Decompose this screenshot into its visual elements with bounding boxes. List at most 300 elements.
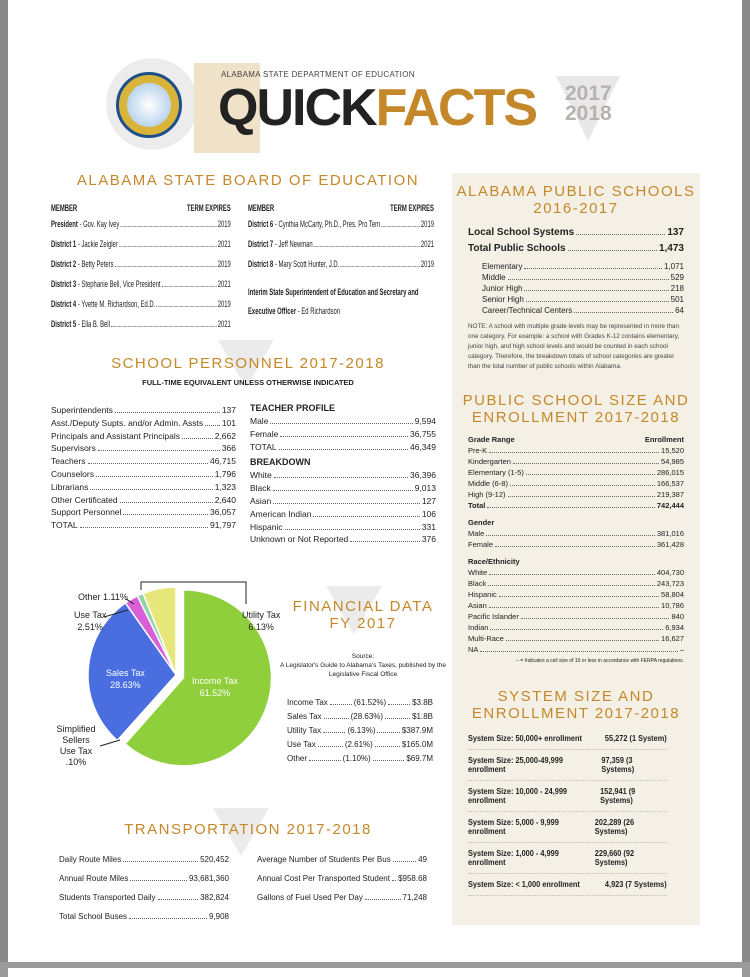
term-header: TERM EXPIRES: [186, 203, 231, 214]
item-value: 64: [675, 306, 684, 315]
enrollment-header: Enrollment: [644, 435, 684, 444]
list-item: [59, 850, 229, 869]
pie-label-utility: [242, 609, 280, 633]
member-header: MEMBER: [248, 203, 275, 214]
system-size-label: System Size: 50,000+ enrollment: [468, 734, 582, 743]
item-label: High (9-12): [468, 490, 506, 499]
dot-leader: [521, 611, 670, 619]
item-value: 127: [421, 495, 436, 506]
item-value: 49: [418, 855, 427, 864]
pie-label-income: [192, 675, 238, 699]
board-right-inner: [248, 203, 434, 321]
dot-leader: [506, 633, 659, 641]
item-label: White: [468, 568, 488, 577]
item-value: 15,520: [661, 446, 684, 455]
list-item: [468, 567, 684, 578]
item-label: Junior High: [482, 284, 523, 293]
list-item: [51, 494, 236, 507]
dot-leader: [98, 443, 220, 451]
item-percent: (6.13%): [347, 726, 376, 735]
breakdown-title: BREAKDOWN: [250, 457, 311, 468]
item-value: 16,627: [661, 634, 684, 643]
teacher-profile-list: [250, 415, 436, 453]
list-item: [482, 305, 684, 316]
list-item: [248, 215, 434, 235]
list-item: [468, 611, 684, 622]
member-role: District 2: [51, 259, 77, 270]
pie-label-other: [78, 592, 128, 602]
item-value: 361,428: [656, 540, 684, 549]
item-label: Middle: [482, 273, 506, 282]
board-left-list: [51, 215, 231, 335]
item-label: Other: [287, 754, 308, 763]
schools-sub-list: [452, 257, 700, 316]
dot-leader: [88, 456, 209, 464]
term-expires: 2019: [217, 299, 231, 310]
list-item: [51, 481, 236, 494]
gender-list: [468, 528, 684, 550]
list-item: [51, 404, 236, 417]
system-size-list: [452, 722, 684, 896]
member-name: - Stephanie Bell, Vice President: [76, 279, 161, 290]
member-name: - Yvette M. Richardson, Ed.D.: [76, 299, 156, 310]
member-name: - Jackie Zeigler: [76, 239, 118, 250]
system-size-row: [468, 728, 667, 750]
item-label: Annual Route Miles: [59, 874, 129, 883]
system-title-line2: ENROLLMENT 2017-2018: [471, 705, 681, 722]
slice-percent: 61.52%: [199, 688, 231, 698]
year-label: [565, 84, 612, 124]
system-size-label: System Size: 5,000 - 9,999 enrollment: [468, 818, 559, 836]
item-value: 10,786: [661, 601, 684, 610]
enrollment-table: [452, 426, 700, 664]
dot-leader: [388, 697, 410, 705]
dot-leader: [96, 469, 213, 477]
item-value: 404,730: [656, 568, 684, 577]
list-item: [482, 272, 684, 283]
member: [51, 255, 114, 275]
member-role: District 7: [248, 239, 274, 250]
dot-leader: [489, 567, 655, 575]
dot-leader: [393, 854, 416, 862]
item-label: Male: [250, 416, 269, 426]
personnel-title: SCHOOL PERSONNEL 2017-2018: [111, 355, 385, 372]
list-item: [468, 456, 684, 467]
list-item: [51, 519, 236, 532]
item-value: 93,681,360: [188, 874, 229, 883]
item-value: 46,715: [210, 456, 236, 467]
item-label: White: [250, 470, 272, 481]
term-expires: 2021: [420, 239, 434, 250]
item-value: 46,349: [410, 441, 436, 452]
list-item: [51, 295, 231, 315]
item-value: $3.8B: [412, 698, 434, 707]
schools-title: [452, 183, 700, 217]
item-label: Use Tax: [287, 740, 316, 749]
dot-leader: [365, 892, 401, 900]
slice-percent: 2.51%: [77, 622, 103, 632]
list-item: [250, 508, 436, 521]
dot-leader: [80, 520, 208, 528]
list-item: [468, 225, 684, 241]
dot-leader: [508, 272, 669, 280]
system-size-value: 55,272 (1 System): [604, 734, 667, 743]
item-label: Gallons of Fuel Used Per Day: [257, 893, 363, 902]
list-item: [248, 235, 434, 255]
board-title: ALABAMA STATE BOARD OF EDUCATION: [76, 172, 420, 189]
member-name: - Jeff Newman: [273, 239, 313, 250]
item-value: 381,016: [656, 529, 684, 538]
member-role: District 5: [51, 319, 77, 330]
item-label: Annual Cost Per Transported Student: [257, 874, 390, 883]
item-label: Asst./Deputy Supts. and/or Admin. Assts: [51, 417, 204, 428]
system-size-row: [468, 781, 667, 812]
dot-leader: [119, 239, 216, 247]
gender-title: Gender: [468, 518, 495, 527]
dot-leader: [120, 495, 213, 503]
dot-leader: [129, 911, 207, 919]
slice-percent: 28.63%: [110, 680, 141, 690]
enrollment-title-line1: PUBLIC SCHOOL SIZE AND: [462, 392, 690, 409]
list-item: [468, 644, 684, 655]
list-item: [59, 869, 229, 888]
term-expires: 2019: [217, 219, 231, 230]
member-role: District 8: [248, 259, 274, 270]
list-item: [468, 500, 684, 511]
item-label: Asian: [468, 601, 487, 610]
list-item: [257, 850, 427, 869]
quickfacts-title: [218, 80, 536, 136]
dot-leader: [90, 482, 212, 490]
list-item: [468, 589, 684, 600]
list-item: [482, 294, 684, 305]
list-item: [468, 578, 684, 589]
member: [51, 215, 119, 235]
item-value: 1,796: [214, 468, 236, 479]
enrollment-title: [452, 392, 700, 426]
item-value: 243,723: [656, 579, 684, 588]
term-header: TERM EXPIRES: [390, 203, 434, 214]
dot-leader: [568, 243, 657, 251]
member-role: District 1: [51, 239, 77, 250]
system-title-line1: SYSTEM SIZE AND: [497, 688, 655, 705]
item-value: 9,908: [208, 912, 229, 921]
list-item: [468, 600, 684, 611]
board-right-list: [248, 215, 434, 275]
member-name: - Mary Scott Hunter, J.D.: [273, 259, 340, 270]
slice-percent: 6.13%: [248, 622, 274, 632]
list-item: [51, 430, 236, 443]
list-item: [468, 241, 684, 257]
dot-leader: [576, 227, 665, 235]
dot-leader: [499, 589, 659, 597]
system-size-value: 97,359 (3 Systems): [601, 756, 635, 774]
list-item: [482, 261, 684, 272]
dot-leader: [323, 725, 345, 733]
member-name: - Betty Peters: [76, 259, 114, 270]
list-item: [250, 521, 436, 534]
item-value: 137: [221, 405, 236, 415]
item-label: Career/Technical Centers: [482, 306, 573, 315]
member-name: - Cynthia McCarty, Ph.D., Pres. Pro Tem: [273, 219, 381, 230]
list-item: [482, 283, 684, 294]
item-value: 2,640: [214, 494, 236, 505]
item-value: 218: [670, 284, 684, 293]
item-label: Senior High: [482, 295, 524, 304]
dot-leader: [487, 500, 655, 508]
member-name: - Gov. Kay Ivey: [77, 219, 120, 230]
transportation-left: [59, 850, 229, 926]
year-end: 2018: [565, 102, 612, 125]
board-right-header: [248, 203, 434, 215]
item-value: 840: [671, 612, 684, 621]
item-value: 286,015: [656, 468, 684, 477]
dot-leader: [314, 239, 420, 247]
item-label: TOTAL: [51, 520, 78, 531]
schools-main-list: [452, 217, 700, 257]
item-label: Multi-Race: [468, 634, 504, 643]
enrollment-title-line2: ENROLLMENT 2017-2018: [471, 409, 681, 426]
item-percent: (2.61%): [344, 740, 373, 749]
schools-title-line2: 2016-2017: [533, 200, 619, 217]
system-size-row: [468, 812, 667, 843]
item-value: 520,452: [200, 855, 229, 864]
item-label: Local School Systems: [468, 227, 575, 238]
item-value: $1.8B: [412, 712, 434, 721]
seal-center: [127, 83, 171, 127]
item-percent: (28.63%): [350, 712, 384, 721]
dot-leader: [182, 431, 213, 439]
slice-percent: 1.11%: [103, 592, 128, 602]
list-item: [257, 869, 427, 888]
grade-range-header: Grade Range: [468, 435, 515, 444]
list-item: [287, 738, 433, 752]
dot-leader: [510, 478, 655, 486]
public-schools-panel: [452, 173, 700, 925]
item-label: Counselors: [51, 468, 94, 479]
item-value: $69.7M: [406, 754, 433, 763]
department-name: ALABAMA STATE DEPARTMENT OF EDUCATION: [221, 70, 415, 79]
system-size-row: [468, 874, 667, 896]
item-value: 71,248: [402, 893, 427, 902]
member-name: - Ella B. Bell: [76, 319, 110, 330]
transportation-title: TRANSPORTATION 2017-2018: [124, 821, 372, 838]
item-value: 1,071: [663, 262, 684, 271]
item-value: 9,594: [414, 416, 436, 426]
item-label: Students Transported Daily: [59, 893, 156, 902]
item-label: Supervisors: [51, 443, 96, 454]
dot-leader: [273, 483, 413, 491]
dot-leader: [574, 305, 673, 313]
item-label: Superintendents: [51, 405, 113, 415]
member-role: District 4: [51, 299, 77, 310]
item-label: Hispanic: [250, 521, 283, 532]
superintendent-name: - Ed Richardson: [296, 306, 341, 317]
list-item: [248, 255, 434, 275]
list-item: [250, 533, 436, 546]
financial-title: [283, 598, 443, 632]
system-size-label: System Size: 1,000 - 4,999 enrollment: [468, 849, 559, 867]
item-label: Daily Route Miles: [59, 855, 122, 864]
race-title: Race/Ethnicity: [468, 557, 520, 566]
dot-leader: [309, 753, 341, 761]
item-value: 106: [421, 508, 436, 519]
term-expires: 2021: [217, 319, 231, 330]
item-label: Average Number of Students Per Bus: [257, 855, 391, 864]
item-value: 54,985: [661, 457, 684, 466]
schools-note: NOTE: A school with multiple grade levels may be represented in more than one category. For example: a school with Grades K-12 contains elementary, junior high, and high school levels and would be counted in each school category. Therefore, the breakdown totals of school categories are greater than the total number of public schools within Alabama.: [468, 323, 680, 370]
item-label: Librarians: [51, 481, 89, 492]
dot-leader: [123, 854, 198, 862]
item-label: Female: [250, 428, 279, 439]
list-item: [59, 888, 229, 907]
term-expires: 2021: [217, 279, 231, 290]
item-value: 366: [221, 443, 236, 454]
list-item: [468, 633, 684, 644]
item-label: Pre-K: [468, 446, 488, 455]
dot-leader: [111, 319, 216, 327]
dot-leader: [115, 259, 217, 267]
dot-leader: [392, 873, 396, 881]
financial-source: [278, 652, 448, 679]
member-role: District 3: [51, 279, 77, 290]
list-item: [51, 468, 236, 481]
year-start: 2017: [565, 82, 612, 105]
slice-name: Utility Tax: [242, 610, 281, 620]
grade-list: [468, 445, 684, 511]
item-value: $958.68: [398, 874, 427, 883]
dot-leader: [488, 578, 655, 586]
enrollment-header-row: [468, 434, 684, 445]
list-item: [51, 315, 231, 335]
dot-leader: [205, 418, 220, 426]
dot-leader: [524, 283, 668, 291]
dot-leader: [526, 294, 669, 302]
source-label: Source:: [351, 653, 375, 660]
list-item: [51, 215, 231, 235]
item-label: Unknown or Not Reported: [250, 534, 349, 545]
item-label: Indian: [468, 623, 489, 632]
race-list: [468, 567, 684, 655]
schools-title-line1: ALABAMA PUBLIC SCHOOLS: [456, 183, 696, 200]
list-item: [287, 752, 433, 766]
slice-name: Sales Tax: [106, 668, 145, 678]
term-expires: 2019: [420, 219, 434, 230]
item-value: 58,804: [661, 590, 684, 599]
list-item: [257, 888, 427, 907]
dot-leader: [123, 507, 208, 515]
ferpa-footnote: – = Indicates a cell size of 10 or less in accordance with FERPA regulations.: [516, 658, 684, 664]
list-item: [250, 428, 436, 441]
dot-leader: [489, 600, 659, 608]
superintendent-title: Interim State Superintendent of Education and Secretary and Executive Officer: [248, 287, 419, 317]
item-label: Other Certificated: [51, 494, 118, 505]
item-label: Asian: [250, 495, 272, 506]
dot-leader: [486, 528, 655, 536]
system-size-label: System Size: 10,000 - 24,999 enrollment: [468, 787, 568, 805]
system-size-value: 202,289 (26 Systems): [594, 818, 635, 836]
list-item: [51, 255, 231, 275]
item-value: 91,797: [210, 520, 236, 531]
list-item: [51, 506, 236, 519]
item-percent: (61.52%): [353, 698, 387, 707]
slice-name: Income Tax: [192, 676, 238, 686]
pie-label-simplified: [54, 724, 98, 768]
list-item: [468, 445, 684, 456]
superintendent: [248, 283, 434, 321]
dot-leader: [121, 219, 217, 227]
dot-leader: [274, 470, 408, 478]
item-label: Hispanic: [468, 590, 497, 599]
list-item: [468, 528, 684, 539]
item-label: Black: [468, 579, 487, 588]
dot-leader: [273, 496, 420, 504]
list-item: [51, 417, 236, 430]
item-value: 219,387: [656, 490, 684, 499]
state-seal-icon: [116, 72, 182, 138]
list-item: [287, 696, 433, 710]
dot-leader: [495, 539, 655, 547]
list-item: [51, 455, 236, 468]
quick-word: QUICK: [218, 79, 376, 137]
list-item: [468, 539, 684, 550]
system-title: [452, 688, 700, 722]
item-label: Pacific Islander: [468, 612, 519, 621]
facts-word: FACTS: [375, 79, 537, 137]
system-size-label: System Size: 25,000-49,999 enrollment: [468, 756, 563, 774]
system-size-value: 4,923 (7 Systems): [604, 880, 667, 889]
dot-leader: [526, 467, 655, 475]
item-label: Principals and Assistant Principals: [51, 430, 180, 441]
board-left-inner: [51, 203, 231, 335]
next-page-edge: [8, 968, 742, 977]
item-value: 1,323: [214, 481, 236, 492]
item-label: Sales Tax: [287, 712, 322, 721]
member: [248, 235, 313, 255]
pie-label-sales: [106, 667, 145, 691]
personnel-subtitle: FULL-TIME EQUIVALENT UNLESS OTHERWISE INDICATED: [142, 378, 354, 387]
list-item: [51, 442, 236, 455]
item-value: 6,934: [665, 623, 684, 632]
financial-list: [287, 696, 433, 766]
dot-leader: [341, 259, 420, 267]
slice-name: Use Tax: [74, 610, 107, 620]
item-value: 9,013: [414, 483, 436, 494]
source-text: A Legislator's Guide to Alabama's Taxes, published by the Legislative Fiscal Office: [279, 662, 447, 678]
list-item: [51, 275, 231, 295]
member: [248, 255, 339, 275]
system-size-value: 152,941 (9 Systems): [600, 787, 636, 805]
item-value: 382,824: [200, 893, 229, 902]
item-label: NA: [468, 645, 479, 654]
system-size-label: System Size: < 1,000 enrollment: [468, 880, 580, 889]
dot-leader: [524, 261, 662, 269]
item-value: 331: [421, 521, 436, 532]
item-label: American Indian: [250, 508, 312, 519]
dot-leader: [324, 711, 349, 719]
item-label: Teachers: [51, 456, 86, 467]
dot-leader: [513, 456, 659, 464]
item-label: Female: [468, 540, 494, 549]
breakdown-list: [250, 469, 436, 546]
simplified-leader-line: [100, 740, 120, 746]
item-value: 36,755: [410, 428, 436, 439]
dot-leader: [162, 279, 217, 287]
item-label: Elementary: [482, 262, 523, 271]
member: [51, 235, 118, 255]
item-value: 36,396: [410, 470, 436, 481]
item-label: Support Personnel: [51, 507, 122, 518]
